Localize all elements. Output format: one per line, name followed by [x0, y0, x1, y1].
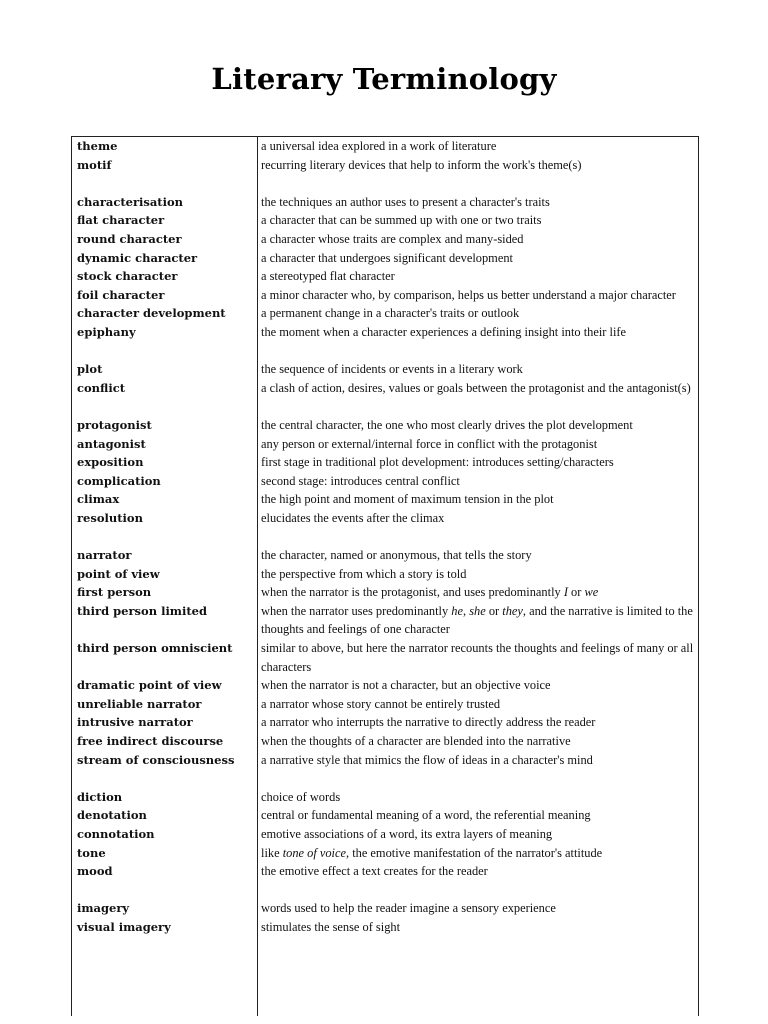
term-label: point of view [77, 566, 160, 581]
table-row [72, 490, 698, 509]
definition-text: the character, named or anonymous, that tells the story [261, 548, 532, 563]
definition-text: or [485, 603, 503, 618]
terminology-table [71, 136, 699, 1016]
table-row [72, 360, 698, 379]
table-row [72, 788, 698, 807]
term-definition [261, 639, 698, 676]
row-spacer [72, 397, 698, 416]
definition-text: , [462, 603, 470, 618]
definition-italic-text: tone of voice [282, 845, 346, 860]
term-label: characterisation [77, 194, 184, 209]
table-row [72, 211, 698, 230]
term-label: protagonist [77, 417, 152, 432]
term-label: narrator [77, 548, 132, 563]
table-row [72, 472, 698, 491]
definition-italic-text: I [563, 585, 568, 600]
term-definition [261, 862, 698, 881]
table-row [72, 751, 698, 770]
term-definition [261, 490, 698, 509]
definition-text: a stereotyped flat character [261, 269, 395, 284]
term-label: denotation [77, 808, 147, 823]
table-row [72, 732, 698, 751]
term-definition [261, 379, 698, 398]
term-definition [261, 918, 698, 937]
term-label: character development [77, 306, 226, 321]
table-row [72, 918, 698, 937]
definition-text: a clash of action, desires, values or goals between the protagonist and the antagonist(s) [261, 380, 691, 395]
term-definition [261, 509, 698, 528]
term-label: climax [77, 492, 120, 507]
definition-italic-text: they [502, 603, 523, 618]
definition-text: recurring literary devices that help to inform the work's theme(s) [261, 157, 582, 172]
term-label: diction [77, 789, 123, 804]
row-spacer [72, 342, 698, 361]
term-label: stream of consciousness [77, 752, 235, 767]
term-label: conflict [77, 380, 126, 395]
term-label: intrusive narrator [77, 715, 193, 730]
table-row [72, 639, 698, 676]
table-row [72, 602, 698, 639]
term-definition [261, 286, 698, 305]
row-spacer [72, 174, 698, 193]
term-label: third person omniscient [77, 641, 233, 656]
term-definition [261, 360, 698, 379]
definition-text: a character that can be summed up with one or two traits [261, 213, 542, 228]
term-label: dynamic character [77, 250, 198, 265]
term-definition [261, 453, 698, 472]
term-definition [261, 825, 698, 844]
definition-text: or [567, 585, 585, 600]
term-label: antagonist [77, 436, 146, 451]
table-row [72, 230, 698, 249]
definition-text: first stage in traditional plot development: introduces setting/characters [261, 455, 614, 470]
table-row [72, 862, 698, 881]
definition-text: similar to above, but here the narrator recounts the thoughts and feelings of many or all characters [261, 641, 694, 674]
table-row [72, 286, 698, 305]
definition-text: like [261, 845, 283, 860]
definition-italic-text: we [584, 585, 599, 600]
term-label: flat character [77, 213, 165, 228]
table-row [72, 713, 698, 732]
table-row [72, 509, 698, 528]
term-definition [261, 713, 698, 732]
definition-text: a narrator whose story cannot be entirely trusted [261, 696, 501, 711]
row-spacer [72, 881, 698, 900]
table-row [72, 416, 698, 435]
table-row [72, 435, 698, 454]
table-row [72, 844, 698, 863]
term-label: exposition [77, 455, 144, 470]
table-row [72, 806, 698, 825]
definition-text: the high point and moment of maximum tension in the plot [261, 492, 554, 507]
table-row [72, 379, 698, 398]
table-row [72, 193, 698, 212]
table-row [72, 323, 698, 342]
table-row [72, 137, 698, 156]
term-definition [261, 267, 698, 286]
term-label: tone [77, 845, 106, 860]
term-definition [261, 751, 698, 770]
term-definition [261, 732, 698, 751]
term-label: foil character [77, 287, 165, 302]
table-row [72, 695, 698, 714]
table-row [72, 453, 698, 472]
term-definition [261, 676, 698, 695]
term-definition [261, 546, 698, 565]
definition-text: the perspective from which a story is told [261, 566, 467, 581]
definition-text: elucidates the events after the climax [261, 510, 445, 525]
definition-text: when the thoughts of a character are blended into the narrative [261, 734, 571, 748]
term-label: theme [77, 139, 118, 153]
definition-text: the emotive effect a text creates for the reader [261, 864, 488, 879]
definition-text: the central character, the one who most clearly drives the plot development [261, 417, 633, 432]
term-label: free indirect discourse [77, 734, 224, 748]
term-definition [261, 583, 698, 602]
definition-italic-text: she [469, 603, 486, 618]
term-definition [261, 788, 698, 807]
definition-text: when the narrator is the protagonist, and uses predominantly [261, 585, 564, 600]
definition-text: choice of words [261, 789, 341, 804]
definition-text: central or fundamental meaning of a word, the referential meaning [261, 808, 591, 823]
table-row [72, 267, 698, 286]
row-spacer [72, 527, 698, 546]
term-label: epiphany [77, 324, 136, 339]
table-row [72, 546, 698, 565]
definition-text: a character whose traits are complex and many-sided [261, 231, 524, 246]
term-definition [261, 323, 698, 342]
term-definition [261, 472, 698, 491]
term-label: unreliable narrator [77, 696, 202, 711]
term-label: plot [77, 362, 103, 377]
definition-text: emotive associations of a word, its extra layers of meaning [261, 826, 553, 841]
definition-text: , the emotive manifestation of the narrator's attitude [346, 845, 603, 860]
term-label: complication [77, 473, 161, 488]
table-row [72, 156, 698, 175]
definition-text: a narrative style that mimics the flow of ideas in a character's mind [261, 752, 593, 767]
term-definition [261, 602, 698, 639]
term-label: mood [77, 864, 113, 879]
definition-text: the techniques an author uses to present a character's traits [261, 194, 550, 209]
term-label: dramatic point of view [77, 678, 222, 693]
page-title: Literary Terminology [211, 62, 557, 96]
term-definition [261, 304, 698, 323]
term-label: imagery [77, 901, 130, 916]
definition-text: second stage: introduces central conflict [261, 473, 460, 488]
term-label: round character [77, 231, 182, 246]
table-row [72, 249, 698, 268]
term-definition [261, 899, 698, 918]
term-definition [261, 249, 698, 268]
definition-text: a universal idea explored in a work of literature [261, 139, 497, 153]
term-label: visual imagery [77, 919, 171, 934]
definition-text: the sequence of incidents or events in a literary work [261, 362, 523, 377]
term-definition [261, 806, 698, 825]
definition-italic-text: he [451, 603, 463, 618]
term-label: resolution [77, 510, 143, 525]
term-label: first person [77, 585, 152, 600]
definition-text: the moment when a character experiences a defining insight into their life [261, 324, 627, 339]
table-row [72, 676, 698, 695]
term-definition [261, 435, 698, 454]
definition-text: a permanent change in a character's traits or outlook [261, 306, 520, 321]
definition-text: when the narrator uses predominantly [261, 603, 452, 618]
definition-text: any person or external/internal force in conflict with the protagonist [261, 436, 598, 451]
term-definition [261, 211, 698, 230]
definition-text: when the narrator is not a character, but an objective voice [261, 678, 551, 693]
term-label: connotation [77, 826, 155, 841]
table-row [72, 899, 698, 918]
row-spacer [72, 769, 698, 788]
definition-text: words used to help the reader imagine a sensory experience [261, 901, 556, 916]
table-rows [72, 137, 698, 937]
term-definition [261, 230, 698, 249]
term-label: stock character [77, 269, 178, 284]
term-definition [261, 565, 698, 584]
term-label: third person limited [77, 603, 208, 618]
term-definition [261, 695, 698, 714]
term-definition [261, 156, 698, 175]
term-definition [261, 844, 698, 863]
definition-text: a minor character who, by comparison, helps us better understand a major character [261, 287, 676, 302]
definition-text: a character that undergoes significant development [261, 250, 513, 265]
definition-text: a narrator who interrupts the narrative to directly address the reader [261, 715, 596, 730]
table-row [72, 304, 698, 323]
definition-text: stimulates the sense of sight [261, 919, 401, 934]
table-row [72, 565, 698, 584]
term-definition [261, 137, 698, 156]
term-definition [261, 416, 698, 435]
term-label: motif [77, 157, 112, 172]
term-definition [261, 193, 698, 212]
table-row [72, 825, 698, 844]
definition-text: , and the narrative is limited to the thoughts and feelings of one character [261, 603, 693, 637]
table-row [72, 583, 698, 602]
